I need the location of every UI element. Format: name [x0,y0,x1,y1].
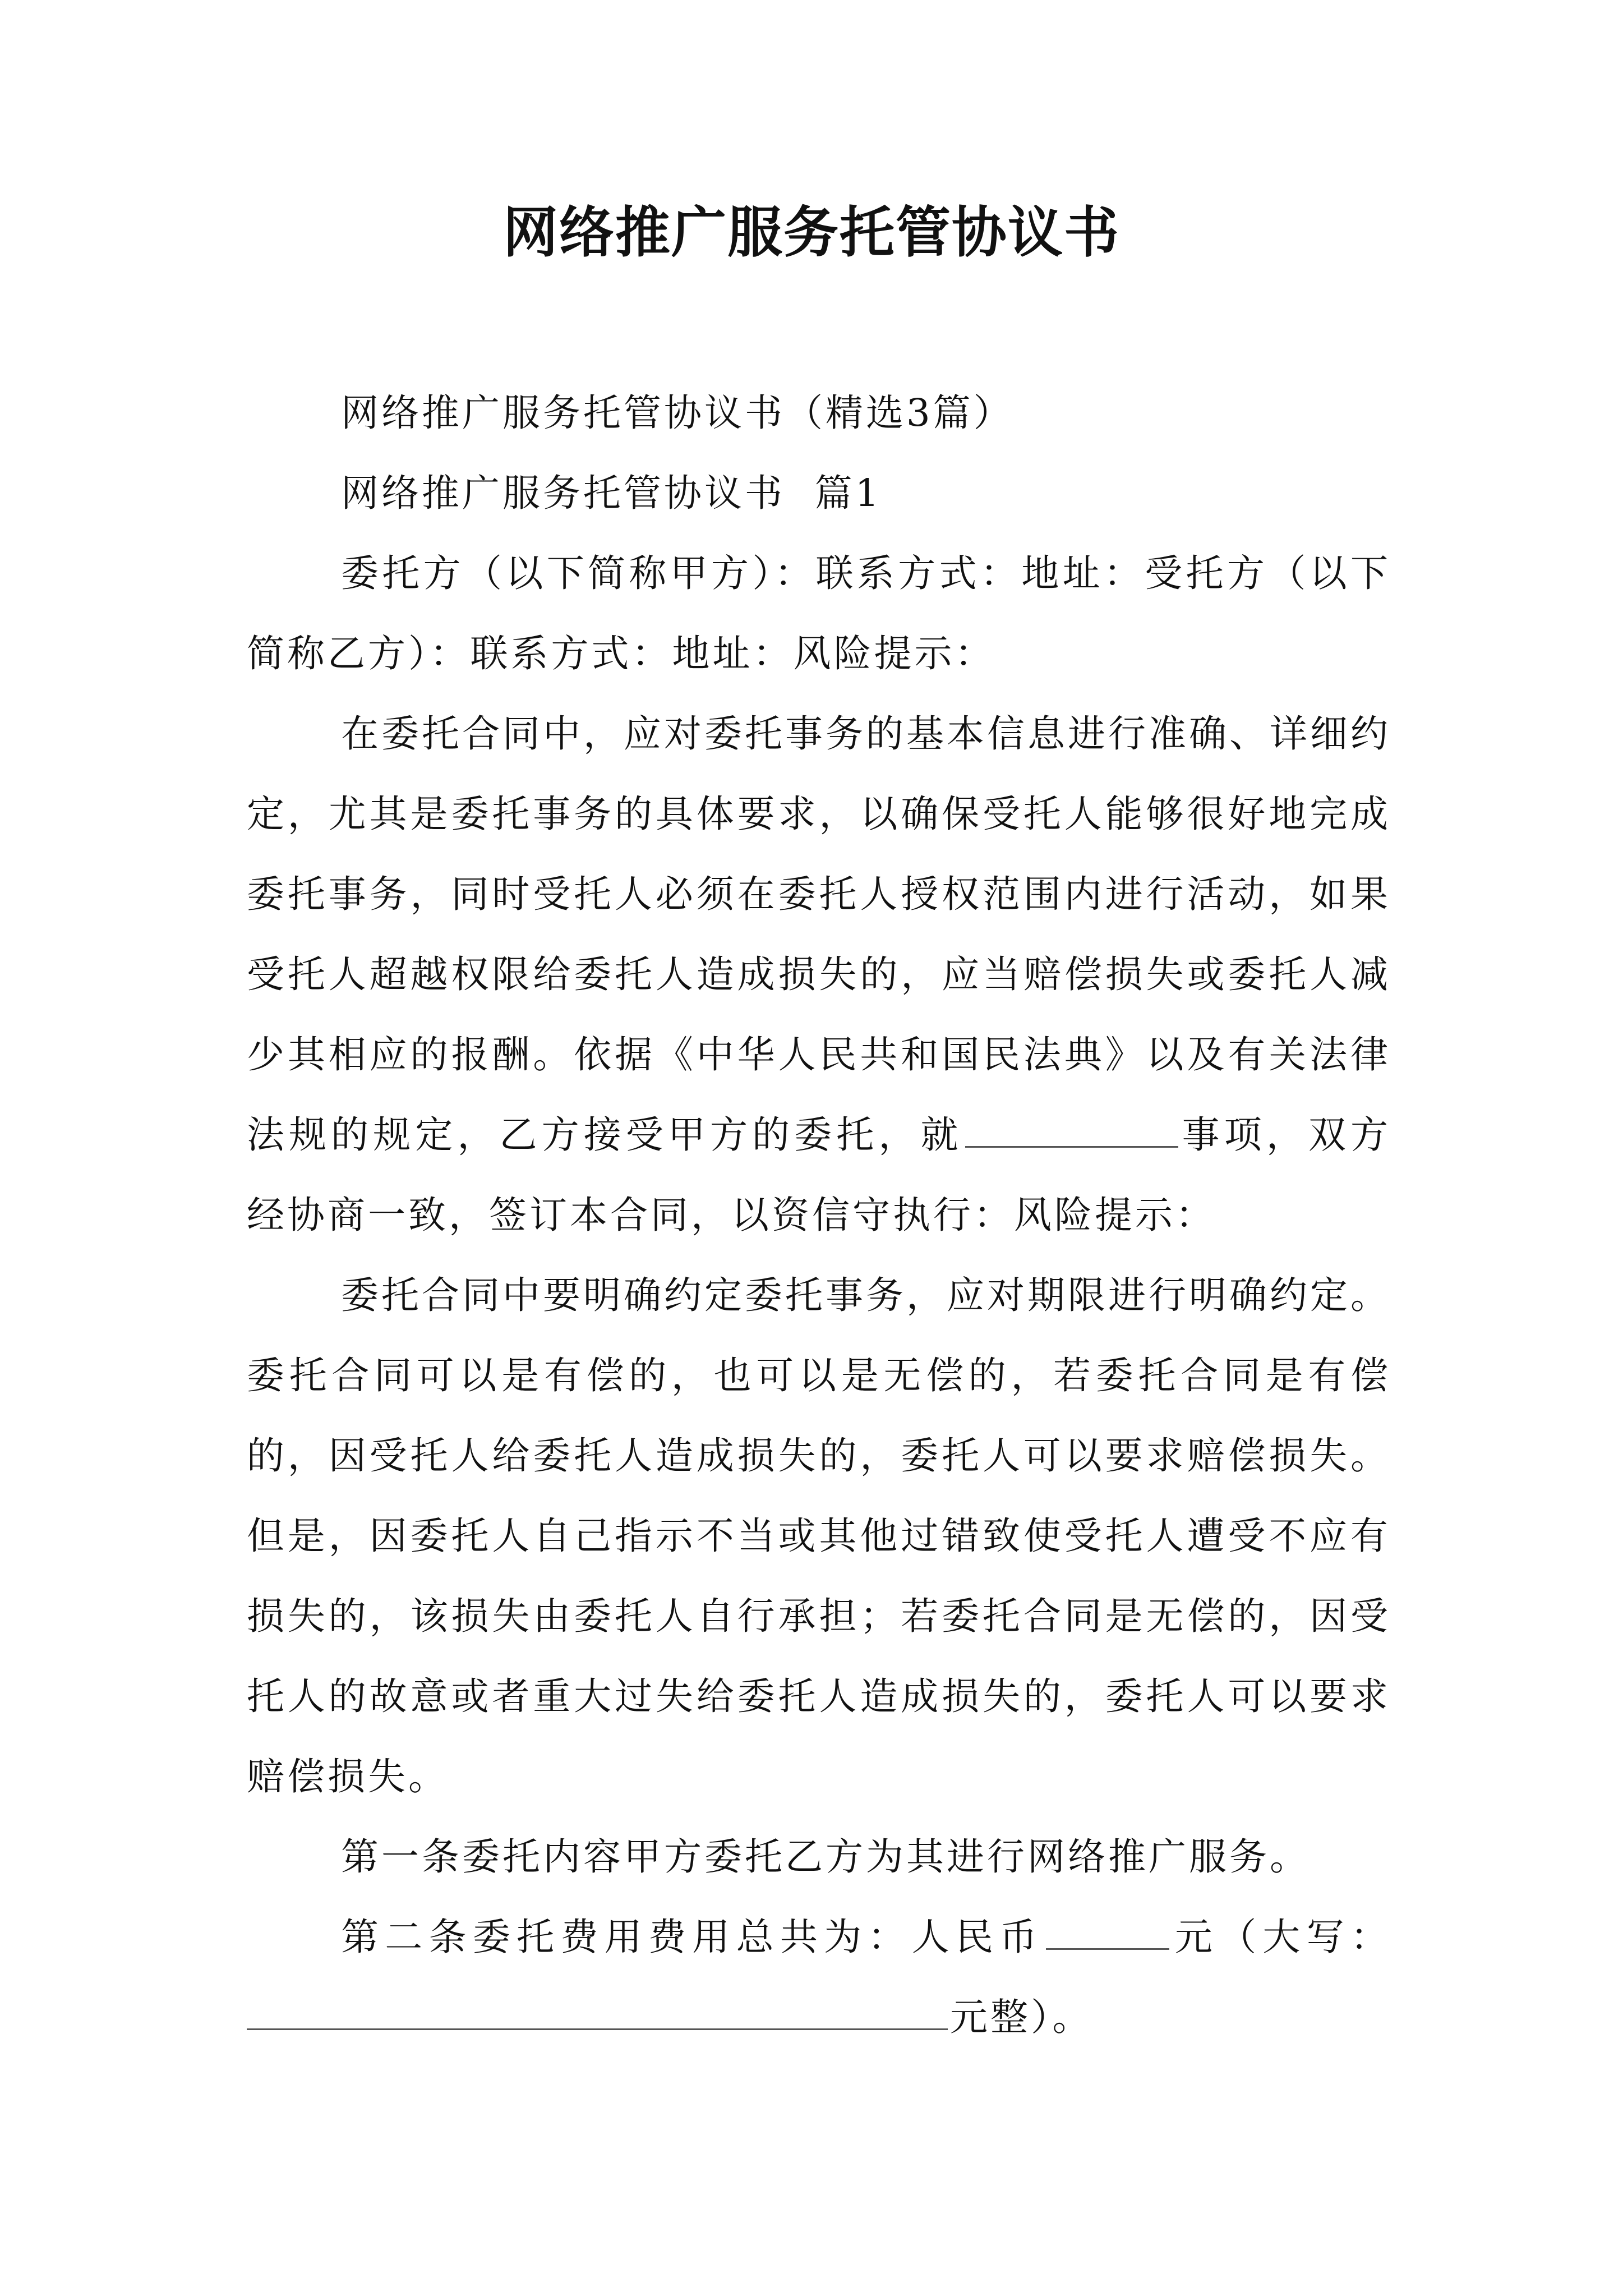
document-title: 网络推广服务托管协议书 [502,201,1120,265]
risk-paragraph-1-tail: 事项，双方经协商一致，签订本合同，以资信守执行：风险提示： [247,1113,1391,1237]
section-heading: 网络推广服务托管协议书 篇1 [341,471,882,515]
matter-blank [965,1110,1178,1148]
risk-paragraph-1 [247,694,1391,1255]
risk-paragraph-2: 委托合同中要明确约定委托事务，应对期限进行明确约定。委托合同可以是有偿的，也可以是无偿的，若委托合同是有偿的，因受托人给委托人造成损失的，委托人可以要求赔偿损失。但是，因委托人自己指示不当或其他过错致使受托人遭受不应有损失的，该损失由委托人自行承担；若委托合同是无偿的，因受托人的故意或者重大过失给委托人造成损失的，委托人可以要求赔偿损失。 [247,1273,1391,1798]
article-1: 第一条委托内容甲方委托乙方为其进行网络推广服务。 [341,1835,1310,1879]
article-2-end: 元整）。 [950,1995,1093,2039]
article-2-text: 第二条委托费用费用总共为：人民币 [341,1915,1044,1959]
amount-words-blank [247,1993,948,2030]
risk-paragraph-1-text: 在委托合同中，应对委托事务的基本信息进行准确、详细约定，尤其是委托事务的具体要求，以确保受托人能够很好地完成委托事务，同时受托人必须在委托人授权范围内进行活动，如果受托人超越权限给委托人造成损失的，应当赔偿损失或委托人减少其相应的报酬。依据《中华人民共和国民法典》以及有关法律法规的规定，乙方接受甲方的委托，就 [247,712,1391,1157]
subtitle: 网络推广服务托管协议书（精选3篇） [341,391,1014,435]
article-2 [247,1897,1391,2058]
article-2-middle: 元（大写： [1171,1915,1391,1959]
parties-paragraph: 委托方（以下简称甲方）：联系方式：地址：受托方（以下简称乙方）：联系方式：地址：风险提示： [247,551,1391,675]
amount-blank [1046,1912,1169,1950]
document-body [247,373,1391,2058]
